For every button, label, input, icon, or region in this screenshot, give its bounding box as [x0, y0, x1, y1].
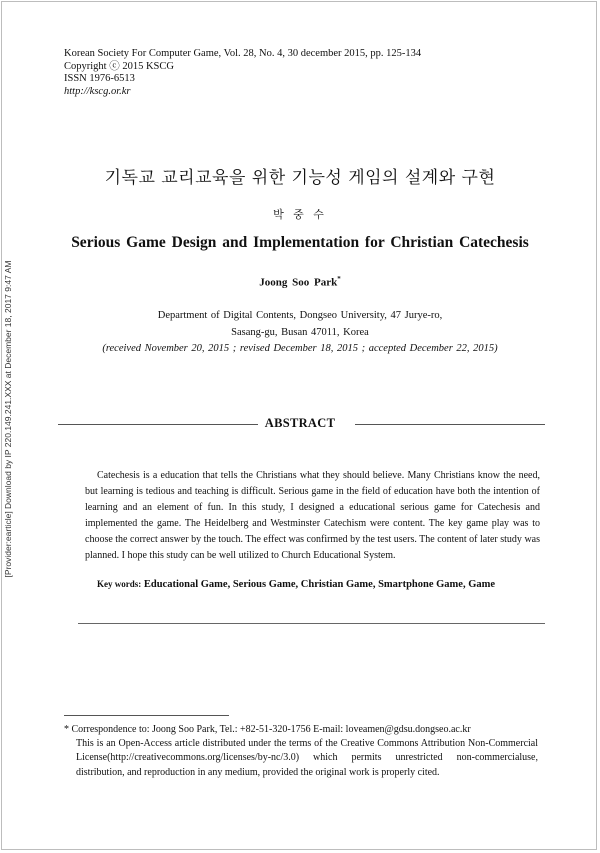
- affiliation-line-2: Sasang-gu, Busan 47011, Korea: [231, 326, 369, 338]
- download-watermark: [Provider:earticle] Download by IP 220.149.241.XXX at December 18, 2017 9:47 AM: [3, 260, 13, 578]
- license-text: This is an Open-Access article distributed under the terms of the Creative Commons Attribution Non-Commercial License(http://creativecommons.org/licenses/by-nc/3.0) which permits unrestricted non-commercialuse, distribution, and reproduction in any medium, provided the original work is properly cited.: [76, 738, 538, 778]
- affiliation-line-1: Department of Digital Contents, Dongseo University, 47 Jurye-ro,: [157, 310, 443, 321]
- submission-dates: (received November 20, 2015 ; revised December 18, 2015 ; accepted December 22, 2015): [102, 343, 498, 354]
- affiliation-block: [0, 308, 600, 358]
- english-title: Serious Game Design and Implementation for Christian Catechesis: [71, 234, 529, 251]
- english-author: [0, 275, 600, 289]
- footnote: [64, 723, 538, 780]
- abstract-rule-right: [355, 424, 545, 425]
- copyright-line: Copyright ⓒ 2015 KSCG: [64, 60, 174, 72]
- korean-author: 박 중 수: [273, 208, 327, 221]
- journal-header: [64, 48, 421, 98]
- author-name: Joong Soo Park: [259, 276, 338, 289]
- abstract-text: Catechesis is a education that tells the Christians what they should believe. Many Christians know the need, but learning is tedious and teaching is difficult. Serious game in the field of education have both the intention of learning and an element of fun. In this study, I designed a educational serious game for Catechesis and implemented the game. The Heidelberg and Westminster Catechism were content. The key game play was to choose the correct answer by the touch. The effect was confirmed by the test users. The content of later study was planned. I hope this study can be well utilized to Church Educational System.: [85, 470, 540, 561]
- author-footnote-mark: *: [337, 275, 341, 283]
- korean-title: 기독교 교리교육을 위한 기능성 게임의 설계와 구현: [104, 168, 496, 188]
- abstract-heading: ABSTRACT: [264, 416, 336, 430]
- section-divider: [78, 623, 545, 624]
- footnote-rule: [64, 715, 229, 716]
- keywords-label: Key words:: [97, 579, 142, 589]
- keywords: [97, 579, 495, 590]
- journal-citation: Korean Society For Computer Game, Vol. 28, No. 4, 30 december 2015, pp. 125-134: [64, 48, 422, 59]
- journal-url-link[interactable]: http://kscg.or.kr: [64, 85, 131, 97]
- correspondence-line: * Correspondence to: Joong Soo Park, Tel.: +82-51-320-1756 E-mail: loveamen@gdsu.dongseo.ac.kr: [64, 724, 471, 735]
- issn-line: ISSN 1976-6513: [64, 73, 135, 84]
- keywords-list: Educational Game, Serious Game, Christian Game, Smartphone Game, Game: [143, 579, 496, 590]
